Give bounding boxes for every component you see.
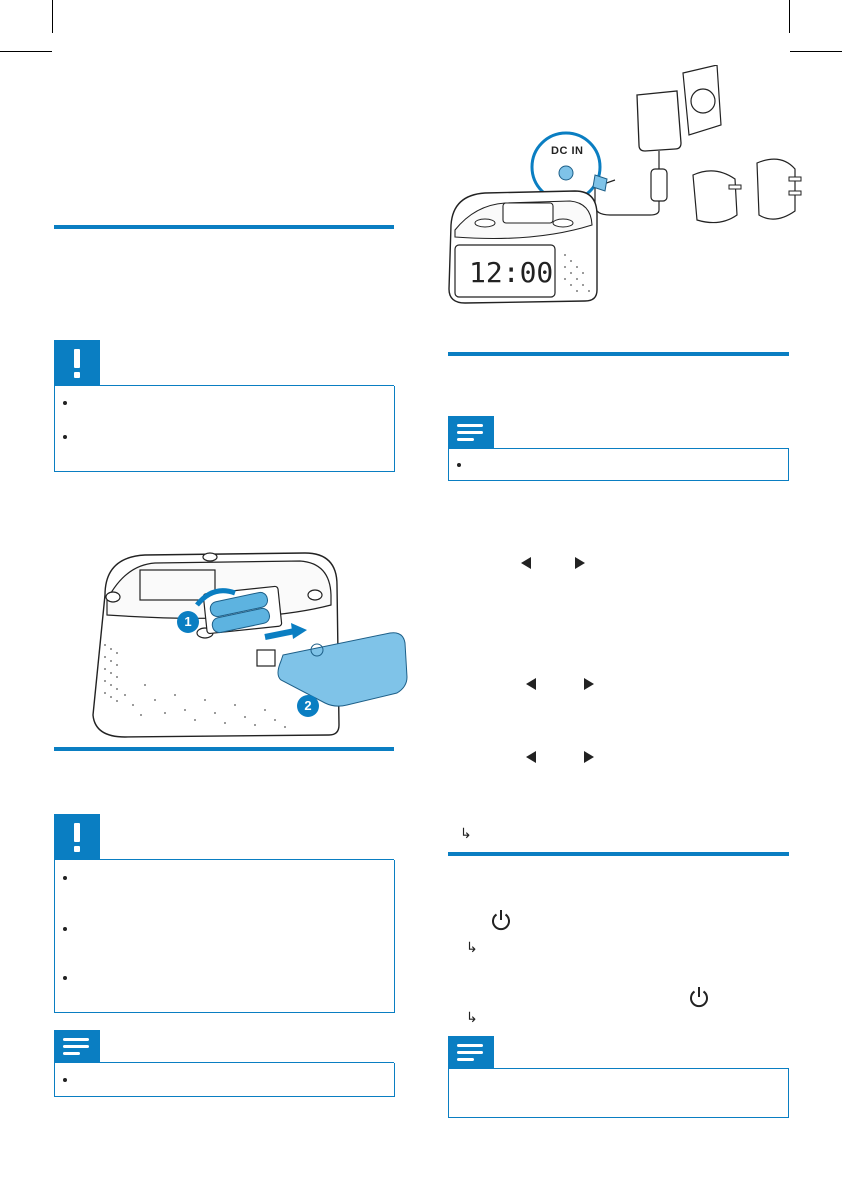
dc-in-label: DC IN	[551, 145, 584, 157]
section-rule-power	[54, 747, 394, 751]
step-1-badge: 1	[177, 611, 199, 633]
list-bullet	[63, 1078, 67, 1082]
power-icon	[490, 908, 512, 932]
note-flag	[448, 416, 494, 449]
clock-display-digits: 12:00	[469, 256, 554, 289]
note-flag	[448, 1036, 494, 1069]
right-triangle-icon	[575, 557, 585, 569]
crop-mark-top-right	[790, 51, 842, 52]
crop-mark-right-vertical	[789, 0, 790, 33]
note-lines-icon	[54, 1030, 100, 1063]
note-box	[54, 1063, 395, 1097]
list-bullet	[63, 435, 67, 439]
note-box	[448, 1069, 789, 1118]
list-bullet	[63, 876, 67, 880]
battery-illustration	[85, 545, 415, 745]
list-bullet	[457, 463, 461, 467]
section-rule-turn-on	[448, 852, 789, 856]
section-rule-batteries	[54, 225, 394, 229]
right-triangle-icon	[584, 678, 594, 690]
power-icon	[688, 985, 710, 1009]
exclamation-icon	[54, 814, 100, 860]
note-lines-icon	[448, 416, 494, 449]
step-2-badge: 2	[297, 695, 319, 717]
caution-box	[54, 860, 395, 1013]
right-triangle-icon	[584, 751, 594, 763]
dc-in-illustration	[445, 65, 805, 315]
exclamation-icon	[54, 340, 100, 386]
section-rule-set-clock	[448, 352, 789, 356]
result-arrow-icon: ↳	[466, 939, 478, 955]
caution-box	[54, 386, 395, 472]
caution-flag	[54, 340, 100, 386]
list-bullet	[63, 927, 67, 931]
crop-mark-top-left	[0, 51, 52, 52]
result-arrow-icon: ↳	[460, 825, 472, 841]
left-triangle-icon	[526, 751, 536, 763]
left-triangle-icon	[526, 678, 536, 690]
list-bullet	[63, 401, 67, 405]
note-box	[448, 449, 789, 481]
result-arrow-icon: ↳	[466, 1009, 478, 1025]
note-flag	[54, 1030, 100, 1063]
caution-flag	[54, 814, 100, 860]
list-bullet	[63, 976, 67, 980]
crop-mark-left-vertical	[52, 0, 53, 33]
left-triangle-icon	[521, 557, 531, 569]
note-lines-icon	[448, 1036, 494, 1069]
